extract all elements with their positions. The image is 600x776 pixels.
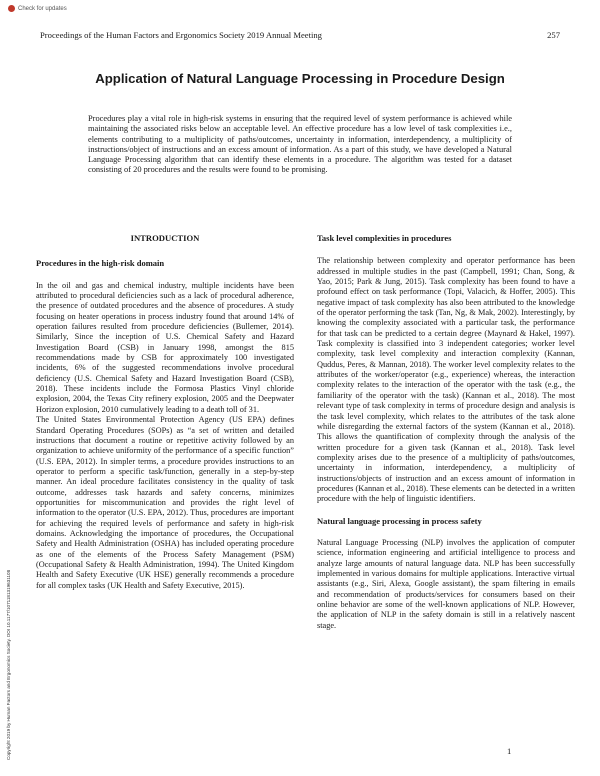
left-column — [36, 233, 294, 591]
journal-name: Proceedings of the Human Factors and Ergonomics Society 2019 Annual Meeting — [40, 30, 322, 40]
running-header — [40, 30, 560, 40]
header-page-number: 257 — [547, 30, 560, 40]
paragraph: The United States Environmental Protection Agency (US EPA) defines Standard Operating Procedures (SOPs) as “a set of written and detailed instructions that document a routine or repetitive activity followed by an organization to achieve uniformity of the performance of a specific function” (U.S. EPA, 2012). In simpler terms, a procedure provides instructions to an operator to perform a specific task/function, generally in a step-by-step manner. An ideal procedure facilitates consistency in the quality of task outcome, addresses task hazards and safety concerns, minimizes opportunities for miscommunication and provides the right level of information to the operator (U.S. EPA, 2012). Thus, procedures are important for achieving the required levels of performance and safety in high-risk domains. Acknowledging the importance of procedures, the Occupational Safety and Health Administration (OSHA) has included operating procedure as one of the elements of the Process Safety Management (PSM) (Occupational Safety & Health Administration, 1994). The United Kingdom Health and Safety Executive (UK HSE) generally recommends a procedure for all complex tasks (UK Health and Safety Executive, 2015). — [36, 415, 294, 590]
paper-title: Application of Natural Language Processing in Procedure Design — [95, 71, 505, 86]
check-for-updates-badge[interactable] — [8, 5, 67, 12]
right-column — [317, 233, 575, 631]
paragraph: Natural Language Processing (NLP) involves the application of computer science, information engineering and artificial intelligence to process and analyze large amounts of natural language data. NLP has been successfully implemented in various domains for multiple applications. Interactive virtual assistants (e.g., Siri, Alexa, Google assistant), the spam filtering in emails and recommendation of products/services for consumers based on their online behavior are some of the well-known applications of NLP. However, the application of NLP in the safety domain is still in a relatively nascent stage. — [317, 537, 575, 630]
paragraph: The relationship between complexity and operator performance has been addressed in multiple studies in the past (Campbell, 1991; Chan, Song, & Yao, 2015; Park & Jung, 2015). Task complexity has been found to have a profound effect on task performance (Topi, Valacich, & Hoffer, 2005). This negative impact of task complexity has also been attributed to the knowledge of the operator performing the task (Tan, Ng, & Mak, 2002). Interestingly, by knowing the complexity associated with a particular task, the performance for that task can be predicted to a certain degree (Maynard & Hakel, 1997). Task complexity is classified into 3 independent categories; worker level complexity, task level complexity and interaction complexity (Kannan, Quddus, Peres, & Mannan, 2018). The worker level complexity relates to the attributes of the worker/operator (e.g., experience) whereas, the interaction complexity relates to the interaction of the operator with the task (e.g., the familiarity of the operator with the task) (Kannan et al., 2018). The most relevant type of task complexity in terms of procedure design and analysis is the task level complexity, which relates to the attributes of the task alone while disregarding the external factors of the system (Kannan et al., 2018). This allows the quantification of complexity through the analysis of the written procedure for a given task (Kannan et al., 2018). Task level complexity arises due to the presence of a multiplicity of paths/outcomes, uncertainty in information, interdependency, a multiplicity of instructions/objects of instruction and an excess amount of information in procedures (Kannan et al., 2018). These elements can be detected in a written procedure with the help of linguistic identifiers. — [317, 256, 575, 504]
copyright-side-note: Copyright 2019 by Human Factors and Ergonomics Society. DOI 10.1177/1071181319631108 — [6, 569, 11, 760]
footer-page-number: 1 — [507, 746, 512, 756]
check-for-updates-label: Check for updates — [18, 5, 67, 12]
check-updates-icon — [8, 5, 15, 12]
subsection-title-high-risk: Procedures in the high-risk domain — [36, 258, 165, 269]
abstract: Procedures play a vital role in high-risk systems in ensuring that the required level of system performance is achieved while maintaining the associated risks below an acceptable level. An effective procedure has a low level of task complexities i.e., elements contributing to a multiplicity of paths/outcomes, uncertainty in information, interdependency, a multiplicity of instructions/object of instructions and an excess amount of information. As a part of this study, we have developed a Natural Language Processing algorithm that can identify these elements in a procedure. The algorithm was tested for a dataset consisting of 20 procedures and the results were found to be promising. — [88, 114, 512, 175]
subsection-title-task-complexity: Task level complexities in procedures — [317, 233, 452, 243]
subsection-title-nlp: Natural language processing in process safety — [317, 515, 482, 526]
section-title-introduction: INTRODUCTION — [130, 233, 200, 243]
paragraph: In the oil and gas and chemical industry, multiple incidents have been attributed to procedural deficiencies such as a lack of procedural adherence, the presence of outdated procedures and the absence of procedures. A study focusing on heater operations in process industry found that around 14% of operation failures resulted from procedure deficiencies (Bullemer, 2014). Similarly, Since the inception of U.S. Chemical Safety and Hazard Investigation Board (CSB) in January 1998, amongst the 815 recommendations made by CSB for approximately 100 investigated incidents, 6% of the suggested recommendations involve procedural deficiency (U.S. Chemical Safety and Hazard Investigation Board (CSB), 2018). These incidents include the Formosa Plastics Vinyl chloride explosion, 2004, the Texas City refinery explosion, 2005 and the Deepwater Horizon explosion, 2010 cumulatively leading to a death toll of 31. — [36, 280, 294, 414]
